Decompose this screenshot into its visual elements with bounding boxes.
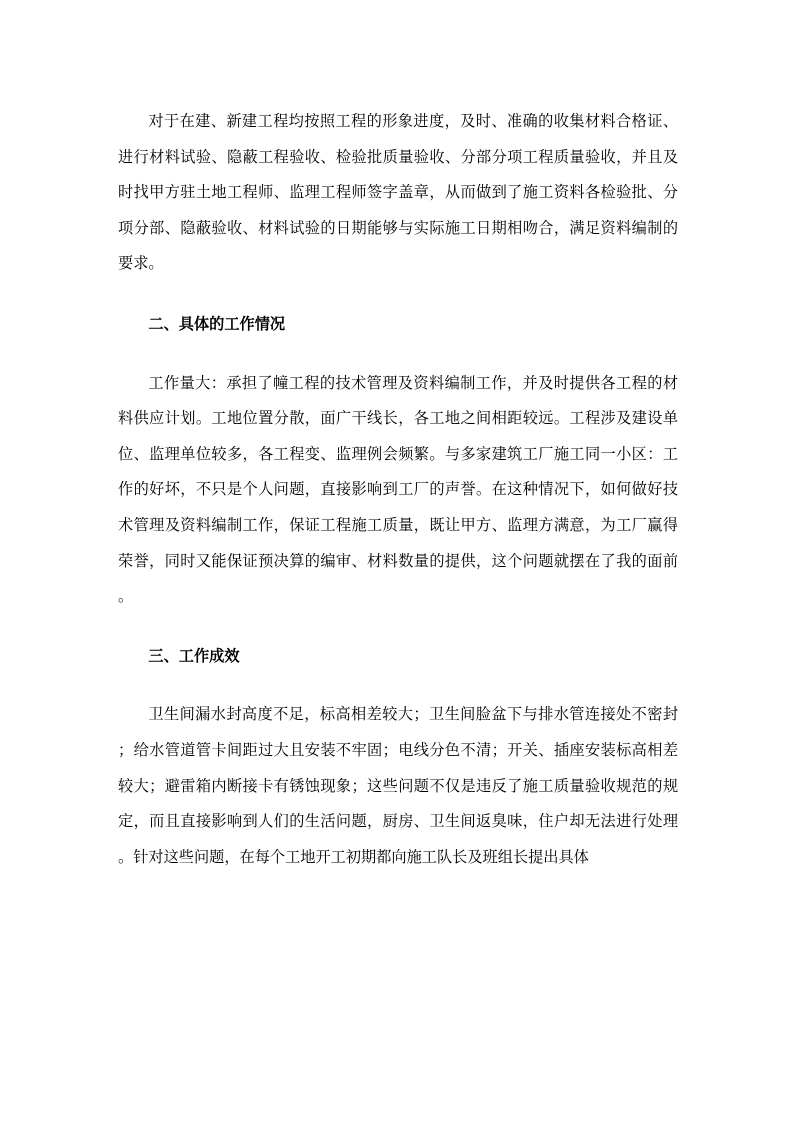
paragraph-materials-collection: 对于在建、新建工程均按照工程的形象进度，及时、准确的收集材料合格证、进行材料试验、隐蔽工程验收、检验批质量验收、分部分项工程质量验收，并且及时找甲方驻土地工程师、监理工程师签字盖章，从而做到了施工资料各检验批、分项分部、隐蔽验收、材料试验的日期能够与实际施工日期相吻合，满足资料编制的要求。	[118, 112, 678, 273]
section-heading-work-situation: 二、具体的工作情况	[148, 314, 286, 333]
section-heading-results: 三、工作成效	[148, 646, 240, 665]
spacer	[118, 282, 678, 307]
document-body	[118, 104, 678, 875]
spacer	[118, 674, 678, 697]
spacer	[118, 615, 678, 639]
paragraph-workload: 工作量大：承担了幢工程的技术管理及资料编制工作，并及时提供各工程的材料供应计划。工地位置分散，面广干线长，各工地之间相距较远。工程涉及建设单位、监理单位较多，各工程变、监理例会频繁。与多家建筑工厂施工同一小区：工作的好坏，不只是个人问题，直接影响到工厂的声誉。在这种情况下，如何做好技术管理及资料编制工作，保证工程施工质量，既让甲方、监理方满意，为工厂赢得荣誉，同时又能保证预决算的编审、材料数量的提供，这个问题就摆在了我的面前。	[118, 373, 678, 606]
paragraph-quality-issues: 卫生间漏水封高度不足，标高相差较大；卫生间脸盆下与排水管连接处不密封；给水管道管卡间距过大且安装不牢固；电线分色不清；开关、插座安装标高相差较大；避雷箱内断接卡有锈蚀现象；这些问题不仅是违反了施工质量验收规范的规定，而且直接影响到人们的生活问题，厨房、卫生间返臭味，住户却无法进行处理。针对这些问题，在每个工地开工初期都向施工队长及班组长提出具体	[118, 705, 678, 866]
spacer	[118, 343, 678, 366]
